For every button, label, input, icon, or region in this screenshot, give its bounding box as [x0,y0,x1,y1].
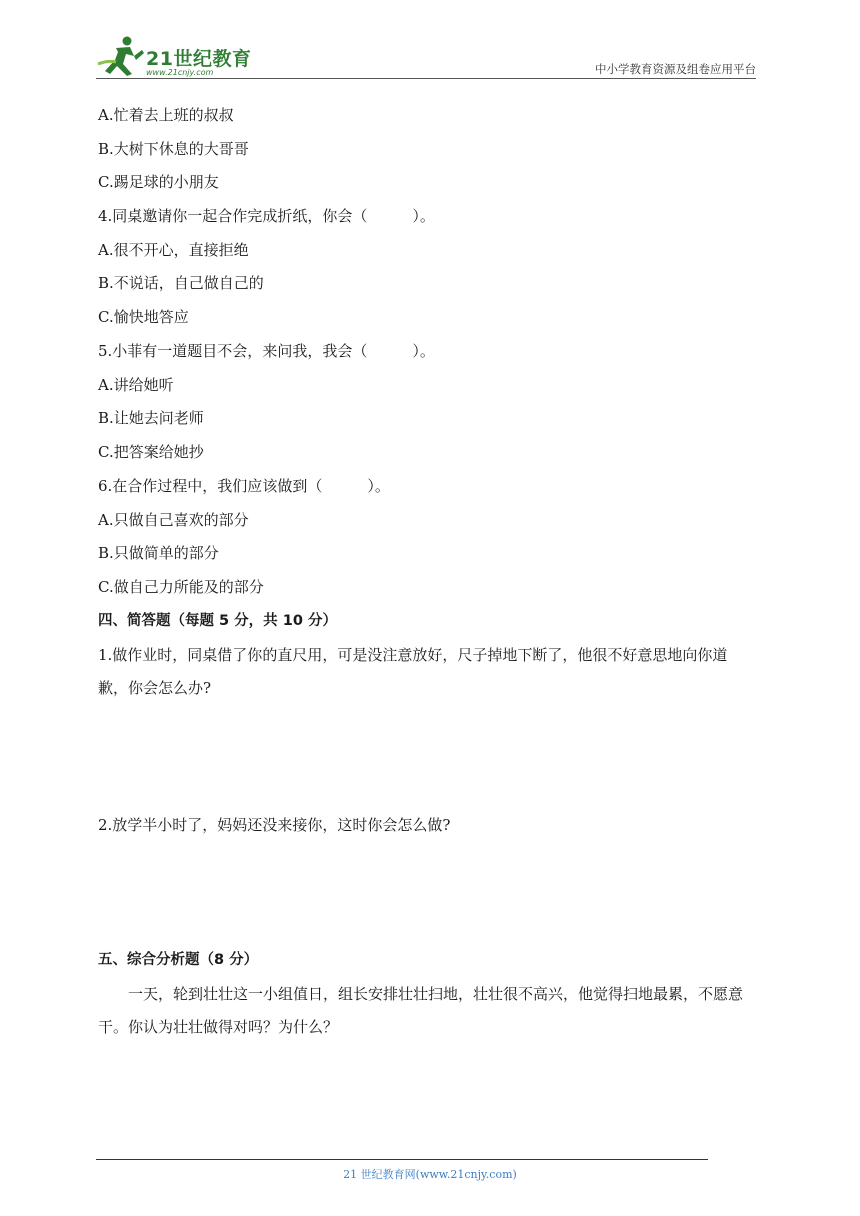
runner-logo-icon [96,34,146,78]
footer-link[interactable]: 21 世纪教育网(www.21cnjy.com) [343,1168,517,1181]
option-q3-b: B.大树下休息的大哥哥 [98,140,249,158]
question-4: 4.同桌邀请你一起合作完成折纸，你会（ ）。 [98,207,435,225]
logo-url: www.21cnjy.com [146,68,214,77]
option-q5-a: A.讲给她听 [98,376,174,394]
option-q4-c: C.愉快地答应 [98,308,189,326]
option-q3-a: A.忙着去上班的叔叔 [98,106,234,124]
section-5-text: 一天，轮到壮壮这一小组值日，组长安排壮壮扫地，壮壮很不高兴，他觉得扫地最累，不愿意干。你认为壮壮做得对吗？为什么？ [98,985,744,1036]
option-q4-a: A.很不开心，直接拒绝 [98,241,249,259]
option-q6-a: A.只做自己喜欢的部分 [98,511,249,529]
section-5-title: 五、综合分析题（8 分） [98,952,259,968]
option-q3-c: C.踢足球的小朋友 [98,173,219,191]
option-q6-b: B.只做简单的部分 [98,544,219,562]
platform-label: 中小学教育资源及组卷应用平台 [595,62,756,76]
section-4-title: 四、简答题（每题 5 分，共 10 分） [98,613,337,629]
option-q5-c: C.把答案给她抄 [98,443,204,461]
option-q4-b: B.不说话，自己做自己的 [98,274,264,292]
footer-divider [96,1159,708,1160]
logo-text: 21世纪教育 [146,48,252,70]
section-4-question-2: 2.放学半小时了，妈妈还没来接你，这时你会怎么做? [98,816,451,834]
page-header [96,30,756,80]
section-4-question-1: 1.做作业时，同桌借了你的直尺用，可是没注意放好，尺子掉地下断了，他很不好意思地向你道歉，你会怎么办? [98,646,728,697]
question-5: 5.小菲有一道题目不会，来问我，我会（ ）。 [98,342,435,360]
header-divider [96,78,756,79]
option-q5-b: B.让她去问老师 [98,409,204,427]
option-q6-c: C.做自己力所能及的部分 [98,578,264,596]
question-6: 6.在合作过程中，我们应该做到（ ）。 [98,477,390,495]
logo [96,34,266,78]
